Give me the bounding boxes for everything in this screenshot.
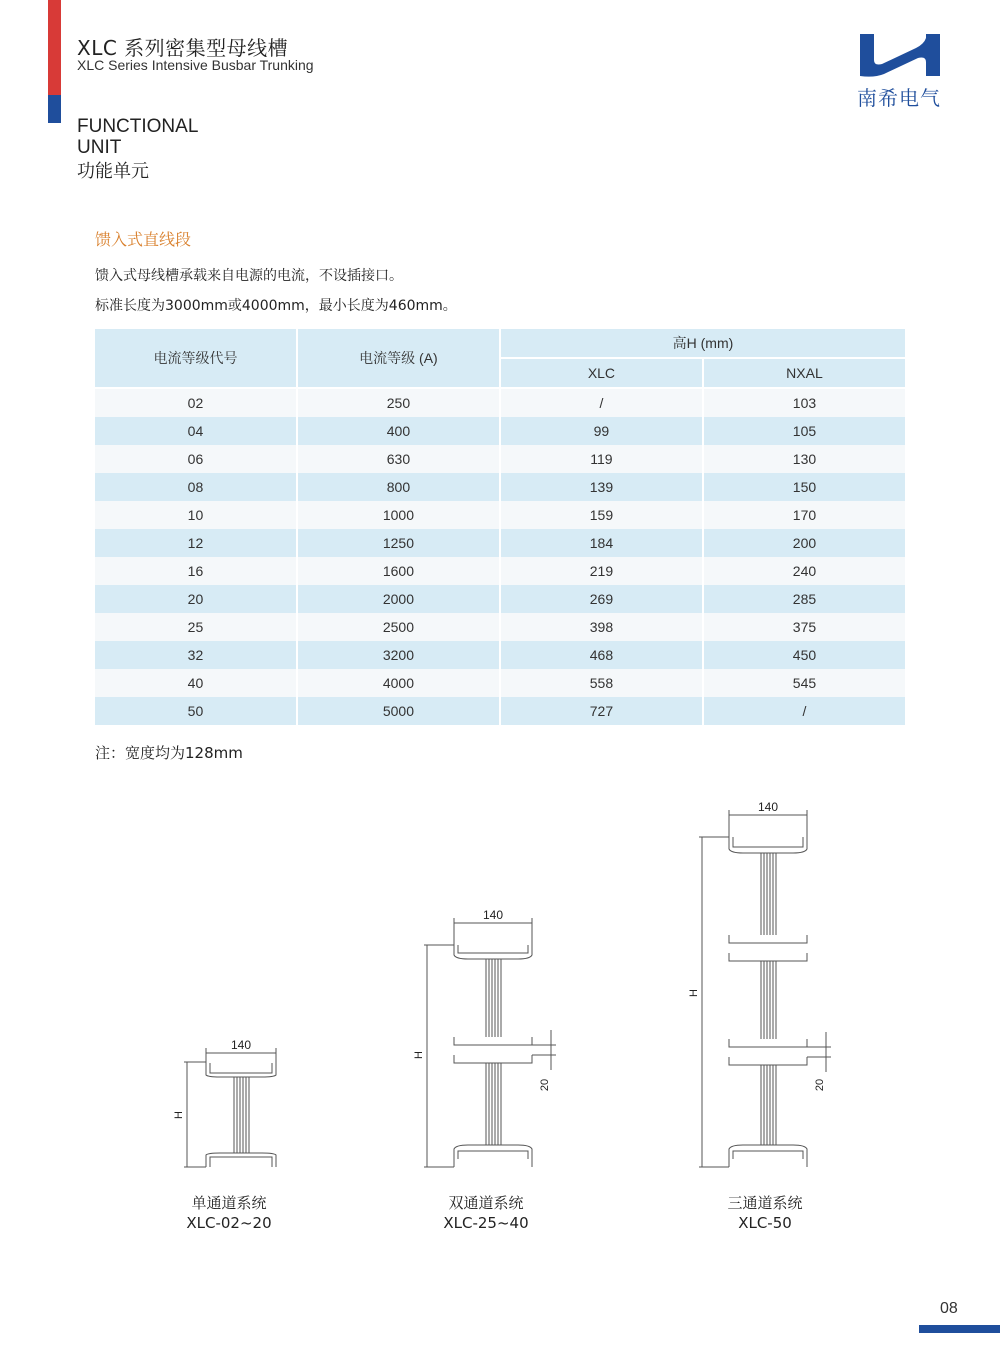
accent-bar-red (48, 0, 61, 95)
section-title-en (77, 116, 198, 158)
triple-gap-label: 20 (814, 1078, 826, 1092)
double-gap-label: 20 (539, 1078, 551, 1092)
single-caption-model: XLC-02~20 (186, 1214, 272, 1232)
double-height-label: H (413, 1051, 425, 1059)
document-title-en: XLC Series Intensive Busbar Trunking (77, 57, 314, 73)
table-cell-current: 630 (297, 445, 500, 473)
table-cell-current: 1000 (297, 501, 500, 529)
table-cell-code: 16 (95, 557, 297, 585)
table-cell-xlc: 468 (500, 641, 703, 669)
table-cell-current: 4000 (297, 669, 500, 697)
single-height-label: H (173, 1111, 185, 1119)
table-row (95, 417, 905, 445)
table-cell-current: 1600 (297, 557, 500, 585)
table-cell-xlc: 184 (500, 529, 703, 557)
table-row (95, 445, 905, 473)
table-cell-nxal: 240 (703, 557, 905, 585)
header-current-code: 电流等级代号 (95, 329, 297, 388)
triple-width-label: 140 (757, 800, 779, 814)
header-current-rating: 电流等级 (A) (297, 329, 500, 388)
table-cell-code: 25 (95, 613, 297, 641)
table-cell-xlc: 119 (500, 445, 703, 473)
table-cell-code: 12 (95, 529, 297, 557)
table-cell-nxal: 285 (703, 585, 905, 613)
table-cell-code: 10 (95, 501, 297, 529)
table-row (95, 669, 905, 697)
table-cell-xlc: 558 (500, 669, 703, 697)
double-width-label: 140 (482, 908, 504, 922)
table-cell-current: 3200 (297, 641, 500, 669)
page-number: 08 (940, 1300, 958, 1317)
section-title-en-line2: UNIT (77, 137, 122, 158)
table-cell-current: 250 (297, 388, 500, 417)
single-channel-diagram (170, 1035, 290, 1175)
table-cell-current: 1250 (297, 529, 500, 557)
double-caption-model: XLC-25~40 (443, 1214, 529, 1232)
table-cell-xlc: 727 (500, 697, 703, 725)
table-row (95, 388, 905, 417)
triple-channel-diagram (685, 797, 845, 1177)
description-line-2: 标准长度为3000mm或4000mm，最小长度为460mm。 (95, 298, 457, 314)
double-channel-caption (406, 1193, 566, 1233)
header-xlc: XLC (500, 358, 703, 388)
table-cell-nxal: 130 (703, 445, 905, 473)
table-cell-code: 06 (95, 445, 297, 473)
table-cell-code: 40 (95, 669, 297, 697)
triple-channel-caption (685, 1193, 845, 1233)
table-cell-nxal: 170 (703, 501, 905, 529)
table-cell-current: 2500 (297, 613, 500, 641)
double-channel-diagram (410, 905, 570, 1175)
description-line-1: 馈入式母线槽承载来自电源的电流，不设插接口。 (95, 268, 403, 284)
table-row (95, 529, 905, 557)
table-row (95, 641, 905, 669)
table-row (95, 473, 905, 501)
header-nxal: NXAL (703, 358, 905, 388)
table-cell-nxal: 450 (703, 641, 905, 669)
table-cell-nxal: 105 (703, 417, 905, 445)
table-cell-nxal: 103 (703, 388, 905, 417)
section-title-en-line1: FUNCTIONAL (77, 116, 199, 137)
triple-caption-cn: 三通道系统 (727, 1194, 803, 1212)
table-cell-xlc: 99 (500, 417, 703, 445)
table-cell-nxal: 200 (703, 529, 905, 557)
single-channel-caption (149, 1193, 309, 1233)
table-cell-xlc: 139 (500, 473, 703, 501)
brand-h-logo-icon (852, 30, 948, 80)
table-cell-current: 5000 (297, 697, 500, 725)
table-cell-nxal: / (703, 697, 905, 725)
table-row (95, 557, 905, 585)
table-cell-current: 2000 (297, 585, 500, 613)
table-cell-code: 02 (95, 388, 297, 417)
header-height: 高H (mm) (500, 329, 905, 358)
table-cell-xlc: 219 (500, 557, 703, 585)
table-row (95, 697, 905, 725)
table-row (95, 501, 905, 529)
table-note: 注：宽度均为128mm (95, 744, 243, 762)
table-cell-xlc: 398 (500, 613, 703, 641)
table-cell-current: 800 (297, 473, 500, 501)
table-cell-nxal: 150 (703, 473, 905, 501)
single-width-label: 140 (230, 1038, 252, 1052)
table-row (95, 585, 905, 613)
table-row (95, 613, 905, 641)
table-cell-code: 08 (95, 473, 297, 501)
table-cell-nxal: 375 (703, 613, 905, 641)
table-cell-xlc: / (500, 388, 703, 417)
document-title-cn: XLC 系列密集型母线槽 (77, 36, 289, 60)
double-caption-cn: 双通道系统 (448, 1194, 524, 1212)
brand-name: 南希电气 (857, 86, 941, 110)
table-cell-code: 04 (95, 417, 297, 445)
table-cell-nxal: 545 (703, 669, 905, 697)
table-cell-code: 20 (95, 585, 297, 613)
triple-height-label: H (688, 989, 700, 997)
table-cell-code: 32 (95, 641, 297, 669)
table-cell-code: 50 (95, 697, 297, 725)
current-rating-table (95, 329, 905, 725)
accent-bar-blue (48, 95, 61, 123)
section-title-cn: 功能单元 (77, 161, 149, 182)
single-caption-cn: 单通道系统 (191, 1194, 267, 1212)
page-number-bar (919, 1325, 1000, 1333)
table-cell-xlc: 159 (500, 501, 703, 529)
table-cell-xlc: 269 (500, 585, 703, 613)
triple-caption-model: XLC-50 (738, 1214, 792, 1232)
table-cell-current: 400 (297, 417, 500, 445)
subheading: 馈入式直线段 (95, 230, 192, 249)
